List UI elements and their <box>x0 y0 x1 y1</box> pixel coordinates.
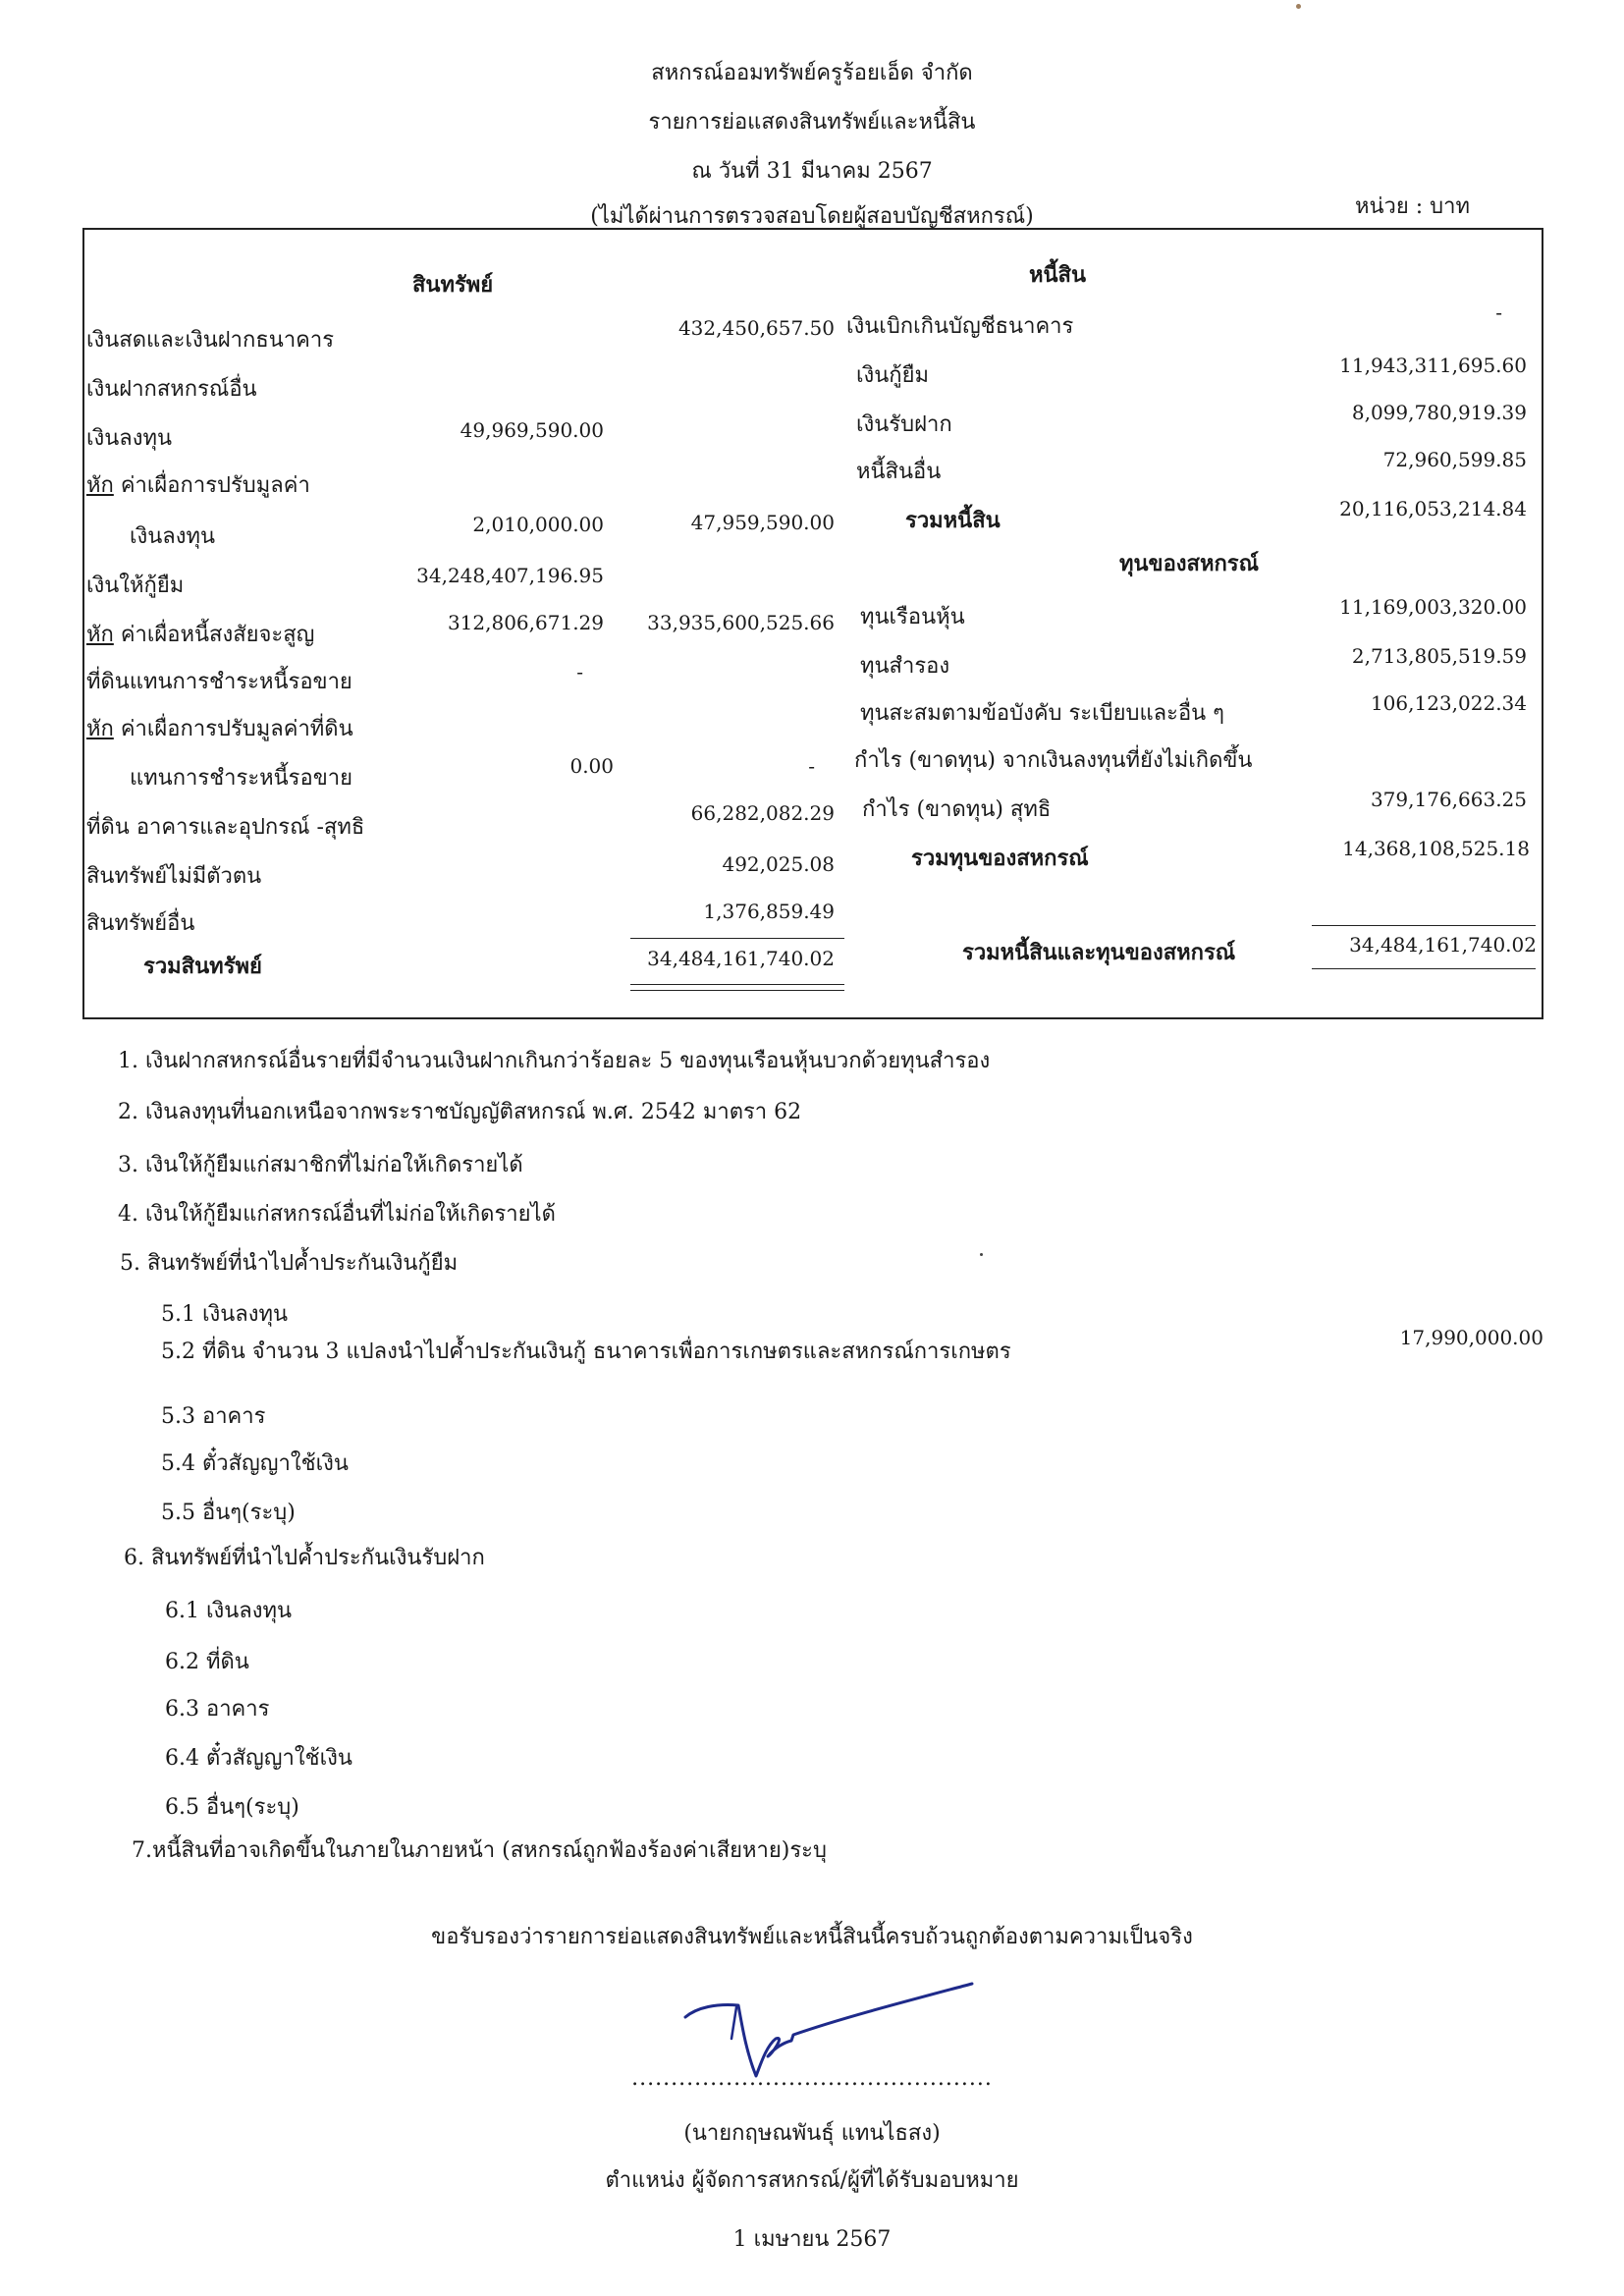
note-6-1: 6.1 เงินลงทุน <box>165 1599 293 1623</box>
equity-heading: ทุนของสหกรณ์ <box>1119 551 1260 576</box>
land-allow-text: ค่าเผื่อการปรับมูลค่าที่ดิน <box>113 717 353 741</box>
reserve-label: ทุนสำรอง <box>860 654 950 679</box>
accum-label: ทุนสะสมตามข้อบังคับ ระเบียบและอื่น ๆ <box>860 701 1225 726</box>
speck <box>1296 4 1301 9</box>
report-title: รายการย่อแสดงสินทรัพย์และหนี้สิน <box>648 110 976 135</box>
land-allow-sub: แทนการชำระหนี้รอขาย <box>130 766 352 791</box>
unit-label: หน่วย : บาท <box>1355 194 1471 219</box>
sign-date: 1 เมษายน 2567 <box>732 2227 892 2252</box>
assets-heading: สินทรัพย์ <box>412 272 494 298</box>
accum-value: 106,123,022.34 <box>1370 691 1527 715</box>
note-6: 6. สินทรัพย์ที่นำไปค้ำประกันเงินรับฝาก <box>124 1546 485 1570</box>
note-4: 4. เงินให้กู้ยืมแก่สหกรณ์อื่นที่ไม่ก่อให้เกิดรายได้ <box>118 1202 556 1227</box>
total-liab-label: รวมหนี้สิน <box>905 508 1001 533</box>
borrow-value: 11,943,311,695.60 <box>1339 354 1527 377</box>
grand-total-rule-top <box>1312 925 1536 926</box>
shares-value: 11,169,003,320.00 <box>1339 595 1527 619</box>
unrealized-label: กำไร (ขาดทุน) จากเงินลงทุนที่ยังไม่เกิดขึ้น <box>854 748 1253 773</box>
loans-gross: 34,248,407,196.95 <box>416 564 604 587</box>
invest-allow-text: ค่าเผื่อการปรับมูลค่า <box>113 473 310 498</box>
deposits-value: 8,099,780,919.39 <box>1351 401 1527 424</box>
note-1: 1. เงินฝากสหกรณ์อื่นรายที่มีจำนวนเงินฝากเกินกว่าร้อยละ 5 ของทุนเรือนหุ้นบวกด้วยทุนสำรอง <box>118 1049 991 1073</box>
note-5: 5. สินทรัพย์ที่นำไปค้ำประกันเงินกู้ยืม <box>120 1251 459 1276</box>
cash-total: 432,450,657.50 <box>677 316 835 340</box>
total-equity-label: รวมทุนของสหกรณ์ <box>911 846 1089 871</box>
note-6-2: 6.2 ที่ดิน <box>165 1650 249 1674</box>
other-liab-value: 72,960,599.85 <box>1382 448 1527 471</box>
org-name: สหกรณ์ออมทรัพย์ครูร้อยเอ็ด จำกัด <box>651 61 973 85</box>
note-5-2-amount: 17,990,000.00 <box>1399 1326 1543 1349</box>
note-2: 2. เงินลงทุนที่นอกเหนือจากพระราชบัญญัติสหกรณ์ พ.ศ. 2542 มาตรา 62 <box>118 1100 802 1124</box>
overdraft-label: เงินเบิกเกินบัญชีธนาคาร <box>846 314 1074 339</box>
intangible-label: สินทรัพย์ไม่มีตัวตน <box>86 864 262 889</box>
signer-position: ตำแหน่ง ผู้จัดการสหกรณ์/ผู้ที่ได้รับมอบหมาย <box>605 2168 1019 2193</box>
land-label: ที่ดินแทนการชำระหนี้รอขาย <box>86 670 352 694</box>
grand-total-value: 34,484,161,740.02 <box>1349 933 1537 957</box>
grand-total-rule-bottom <box>1312 968 1536 969</box>
grand-total-label: รวมหนี้สินและทุนของสหกรณ์ <box>962 940 1236 965</box>
reserve-value: 2,713,805,519.59 <box>1351 644 1527 668</box>
loans-allow: 312,806,671.29 <box>447 611 604 634</box>
note-3: 3. เงินให้กู้ยืมแก่สมาชิกที่ไม่ก่อให้เกิดรายได้ <box>118 1153 523 1177</box>
coop-deposit-label: เงินฝากสหกรณ์อื่น <box>86 377 257 402</box>
report-date: ณ วันที่ 31 มีนาคม 2567 <box>691 159 933 184</box>
total-assets-rule-double-2 <box>630 990 844 991</box>
loans-allow-text: ค่าเผื่อหนี้สงสัยจะสูญ <box>113 623 315 647</box>
signature-dots: .............................................. <box>631 2066 993 2091</box>
total-assets-rule-double-1 <box>630 984 844 985</box>
total-assets-value: 34,484,161,740.02 <box>647 947 835 970</box>
ppe-value: 66,282,082.29 <box>690 801 835 825</box>
invest-allow-sub: เงินลงทุน <box>130 524 216 549</box>
less-word-3: หัก <box>86 717 114 741</box>
note-5-1: 5.1 เงินลงทุน <box>161 1302 289 1327</box>
total-equity-value: 14,368,108,525.18 <box>1342 837 1530 860</box>
note-7: 7.หนี้สินที่อาจเกิดขึ้นในภายในภายหน้า (สหกรณ์ถูกฟ้องร้องค่าเสียหาย)ระบุ <box>132 1838 827 1863</box>
note-5-2: 5.2 ที่ดิน จำนวน 3 แปลงนำไปค้ำประกันเงินกู้ ธนาคารเพื่อการเกษตรและสหกรณ์การเกษตร <box>161 1339 1011 1364</box>
speck-2 <box>980 1253 983 1256</box>
note-5-4: 5.4 ตั๋วสัญญาใช้เงิน <box>161 1451 349 1476</box>
invest-net: 47,959,590.00 <box>690 511 835 534</box>
note-5-3: 5.3 อาคาร <box>161 1404 266 1429</box>
total-assets-rule-top <box>630 938 844 939</box>
note-5-5: 5.5 อื่นๆ(ระบุ) <box>161 1501 296 1525</box>
ppe-label: ที่ดิน อาคารและอุปกรณ์ -สุทธิ <box>86 815 365 840</box>
invest-gross: 49,969,590.00 <box>460 418 604 442</box>
audit-note: (ไม่ได้ผ่านการตรวจสอบโดยผู้สอบบัญชีสหกรณ์) <box>590 204 1034 229</box>
profit-label: กำไร (ขาดทุน) สุทธิ <box>862 797 1052 822</box>
note-6-5: 6.5 อื่นๆ(ระบุ) <box>165 1795 299 1820</box>
cash-label: เงินสดและเงินฝากธนาคาร <box>86 328 335 353</box>
land-net: - <box>808 754 815 778</box>
signer-name: (นายกฤษณพันธุ์ แทนไธสง) <box>683 2121 941 2146</box>
loans-net: 33,935,600,525.66 <box>647 611 835 634</box>
invest-allow-label <box>86 467 310 502</box>
total-liab-value: 20,116,053,214.84 <box>1339 497 1527 520</box>
borrow-label: เงินกู้ยืม <box>856 363 930 388</box>
note-6-3: 6.3 อาคาร <box>165 1697 270 1722</box>
loans-allow-label <box>86 617 314 651</box>
land-allow: 0.00 <box>569 754 614 778</box>
deposits-label: เงินรับฝาก <box>856 412 952 437</box>
land-gross: - <box>576 660 583 683</box>
other-assets-label: สินทรัพย์อื่น <box>86 911 195 936</box>
profit-value: 379,176,663.25 <box>1370 788 1527 811</box>
less-word: หัก <box>86 473 114 498</box>
invest-label: เงินลงทุน <box>86 426 173 451</box>
total-assets-label: รวมสินทรัพย์ <box>143 954 262 979</box>
intangible-value: 492,025.08 <box>722 852 835 876</box>
shares-label: ทุนเรือนหุ้น <box>860 605 965 629</box>
note-6-4: 6.4 ตั๋วสัญญาใช้เงิน <box>165 1746 352 1771</box>
less-word-2: หัก <box>86 623 114 647</box>
other-liab-label: หนี้สินอื่น <box>856 460 942 484</box>
land-allow-label <box>86 711 353 745</box>
invest-allow: 2,010,000.00 <box>472 513 604 536</box>
other-assets-value: 1,376,859.49 <box>703 900 835 923</box>
liabilities-heading: หนี้สิน <box>1029 262 1087 288</box>
overdraft-value: - <box>1495 301 1502 324</box>
loans-label: เงินให้กู้ยืม <box>86 574 185 598</box>
certify-text: ขอรับรองว่ารายการย่อแสดงสินทรัพย์และหนี้สินนี้ครบถ้วนถูกต้องตามความเป็นจริง <box>431 1925 1193 1949</box>
